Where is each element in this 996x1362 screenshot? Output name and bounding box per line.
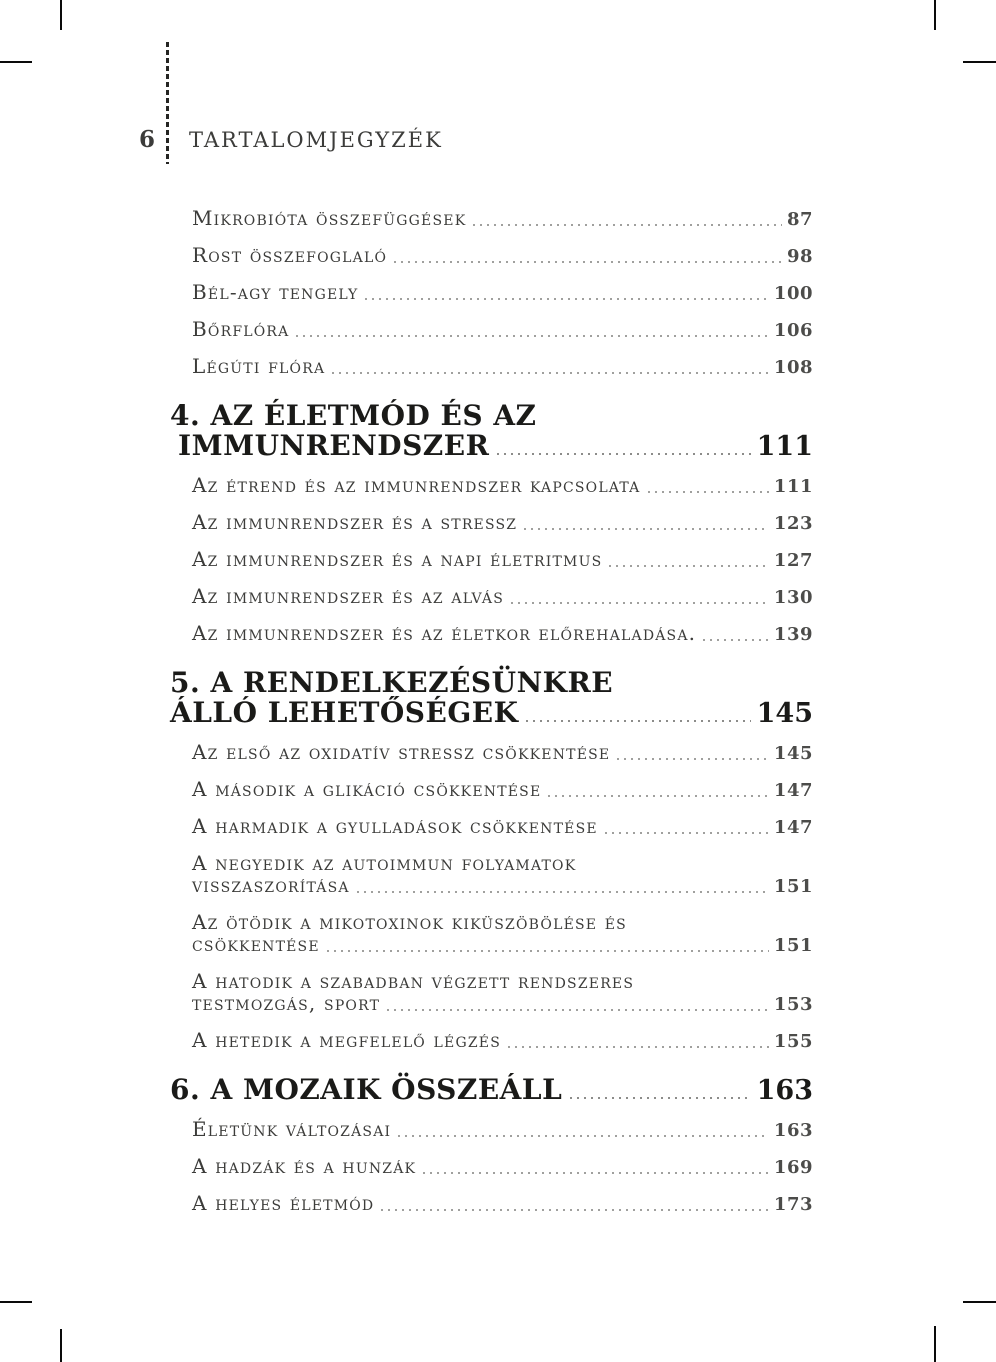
toc-entry-page: 108 xyxy=(773,357,813,378)
toc-entry-label: Az immunrendszer és az életkor előrehaladása. xyxy=(192,621,697,645)
dot-leader xyxy=(524,528,769,530)
toc-entry-label: A hadzák és a hunzák xyxy=(192,1154,417,1178)
toc-entry-page: 173 xyxy=(773,1194,813,1215)
toc-entry xyxy=(192,815,813,839)
toc-entry-label: A helyes életmód xyxy=(192,1191,375,1215)
toc-entry-two-line xyxy=(192,970,813,1016)
toc-entry-page: 147 xyxy=(773,817,813,838)
toc-entry xyxy=(192,778,813,802)
toc-entry-label: Az első az oxidatív stressz csökkentése xyxy=(192,740,611,764)
toc-entry-label: Életünk változásai xyxy=(192,1117,392,1141)
toc-entry-page: 169 xyxy=(773,1157,813,1178)
toc-entry-page: 145 xyxy=(773,743,813,764)
header-dotted-rule xyxy=(166,42,169,164)
toc-entry xyxy=(192,1155,813,1179)
toc-entry-label: Az immunrendszer és a stressz xyxy=(192,510,518,534)
toc-entry-label: Az étrend és az immunrendszer kapcsolata xyxy=(192,473,641,497)
toc-entry-label: Az immunrendszer és a napi életritmus xyxy=(192,547,603,571)
toc-intro-entries xyxy=(170,207,813,379)
section-heading-page: 163 xyxy=(756,1075,813,1106)
dot-leader xyxy=(365,298,768,300)
dot-leader xyxy=(570,1097,750,1099)
toc-entry-page: 111 xyxy=(773,476,813,497)
toc-entry-page: 130 xyxy=(773,587,813,608)
toc-entry-page: 147 xyxy=(773,780,813,801)
toc-entry xyxy=(192,474,813,498)
toc-entry-label: Mikrobióta összefüggések xyxy=(192,206,467,230)
toc-entry xyxy=(192,548,813,572)
toc-entry-label-line2: testmozgás, sport xyxy=(192,991,381,1015)
toc-entry xyxy=(192,355,813,379)
toc-entry xyxy=(192,622,813,646)
crop-mark-bottom-left-vertical xyxy=(60,1329,62,1362)
toc-entry-label: A második a glikáció csökkentése xyxy=(192,777,542,801)
section-heading-line1: 6. A MOZAIK ÖSSZEÁLL xyxy=(170,1073,563,1106)
toc-entry-label-line1: Az ötödik a mikotoxinok kiküszöbölése és xyxy=(192,910,627,934)
toc-entry-label: Bőrflóra xyxy=(192,317,290,341)
toc-entry-label-line2: csökkentése xyxy=(192,932,320,956)
dot-leader xyxy=(508,1046,769,1048)
dot-leader xyxy=(526,720,750,722)
section-heading xyxy=(170,668,813,729)
dot-leader xyxy=(381,1209,769,1211)
dot-leader xyxy=(511,602,769,604)
toc-entry-page: 139 xyxy=(773,624,813,645)
crop-mark-top-left-horizontal xyxy=(0,61,32,63)
dot-leader xyxy=(703,639,769,641)
toc-entry xyxy=(192,244,813,268)
dot-leader xyxy=(548,795,769,797)
toc-entry-label: A harmadik a gyulladások csökkentése xyxy=(192,814,598,838)
section-heading xyxy=(170,401,813,462)
toc-section-4 xyxy=(170,401,813,646)
toc-entry-label: Bél-agy tengely xyxy=(192,280,359,304)
page-number: 6 xyxy=(138,126,155,153)
dot-leader xyxy=(497,453,750,455)
dot-leader xyxy=(327,950,769,952)
section-heading-line1: 5. A RENDELKEZÉSÜNKRE xyxy=(170,666,614,699)
section-heading-line2: ÁLLÓ LEHETŐSÉGEK xyxy=(170,696,519,729)
toc-entry-two-line xyxy=(192,911,813,957)
toc-entry xyxy=(192,741,813,765)
toc-entry xyxy=(192,281,813,305)
dot-leader xyxy=(332,372,769,374)
toc-entry-label: A hetedik a megfelelő légzés xyxy=(192,1028,501,1052)
crop-mark-top-left-vertical xyxy=(60,0,62,30)
toc-entry-page: 106 xyxy=(773,320,813,341)
toc-entry xyxy=(192,511,813,535)
toc-entry-label: Az immunrendszer és az alvás xyxy=(192,584,505,608)
toc-entry-label-line2: visszaszorítása xyxy=(192,873,350,897)
toc-entry-page: 87 xyxy=(786,209,813,230)
crop-mark-bottom-left-horizontal xyxy=(0,1301,32,1303)
toc-entry-page: 151 xyxy=(773,876,813,897)
dot-leader xyxy=(648,491,769,493)
table-of-contents xyxy=(170,207,813,1229)
toc-entry-label: Légúti flóra xyxy=(192,354,326,378)
toc-entry xyxy=(192,318,813,342)
header-title: TARTALOMJEGYZÉK xyxy=(189,128,443,152)
toc-entry-page: 163 xyxy=(773,1120,813,1141)
section-heading-line1: 4. AZ ÉLETMÓD ÉS AZ xyxy=(170,399,537,432)
section-heading xyxy=(170,1075,813,1106)
section-heading-page: 111 xyxy=(756,431,813,462)
crop-mark-bottom-right-horizontal xyxy=(963,1301,996,1303)
dot-leader xyxy=(387,1009,769,1011)
dot-leader xyxy=(473,224,782,226)
dot-leader xyxy=(394,261,782,263)
toc-entry-label: Rost összefoglaló xyxy=(192,243,388,267)
toc-entry-page: 123 xyxy=(773,513,813,534)
toc-entry-page: 151 xyxy=(773,935,813,956)
section-heading-page: 145 xyxy=(756,698,813,729)
toc-entry-label-line1: A negyedik az autoimmun folyamatok xyxy=(192,851,577,875)
dot-leader xyxy=(398,1135,769,1137)
toc-entry-page: 127 xyxy=(773,550,813,571)
toc-entry xyxy=(192,207,813,231)
toc-entry-two-line xyxy=(192,852,813,898)
dot-leader xyxy=(605,832,769,834)
dot-leader xyxy=(296,335,768,337)
toc-entry xyxy=(192,1029,813,1053)
toc-entry-page: 98 xyxy=(786,246,813,267)
toc-section-5 xyxy=(170,668,813,1053)
toc-entry-page: 153 xyxy=(773,994,813,1015)
dot-leader xyxy=(609,565,769,567)
dot-leader xyxy=(357,891,769,893)
toc-entry xyxy=(192,1118,813,1142)
dot-leader xyxy=(617,758,769,760)
toc-section-6 xyxy=(170,1075,813,1216)
toc-entry-page: 155 xyxy=(773,1031,813,1052)
crop-mark-bottom-right-vertical xyxy=(934,1326,936,1362)
crop-mark-top-right-horizontal xyxy=(963,61,996,63)
toc-entry xyxy=(192,1192,813,1216)
section-heading-line2: IMMUNRENDSZER xyxy=(178,429,490,462)
toc-entry-page: 100 xyxy=(773,283,813,304)
toc-entry-label-line1: A hatodik a szabadban végzett rendszeres xyxy=(192,969,635,993)
toc-entry xyxy=(192,585,813,609)
crop-mark-top-right-vertical xyxy=(934,0,936,30)
dot-leader xyxy=(423,1172,769,1174)
